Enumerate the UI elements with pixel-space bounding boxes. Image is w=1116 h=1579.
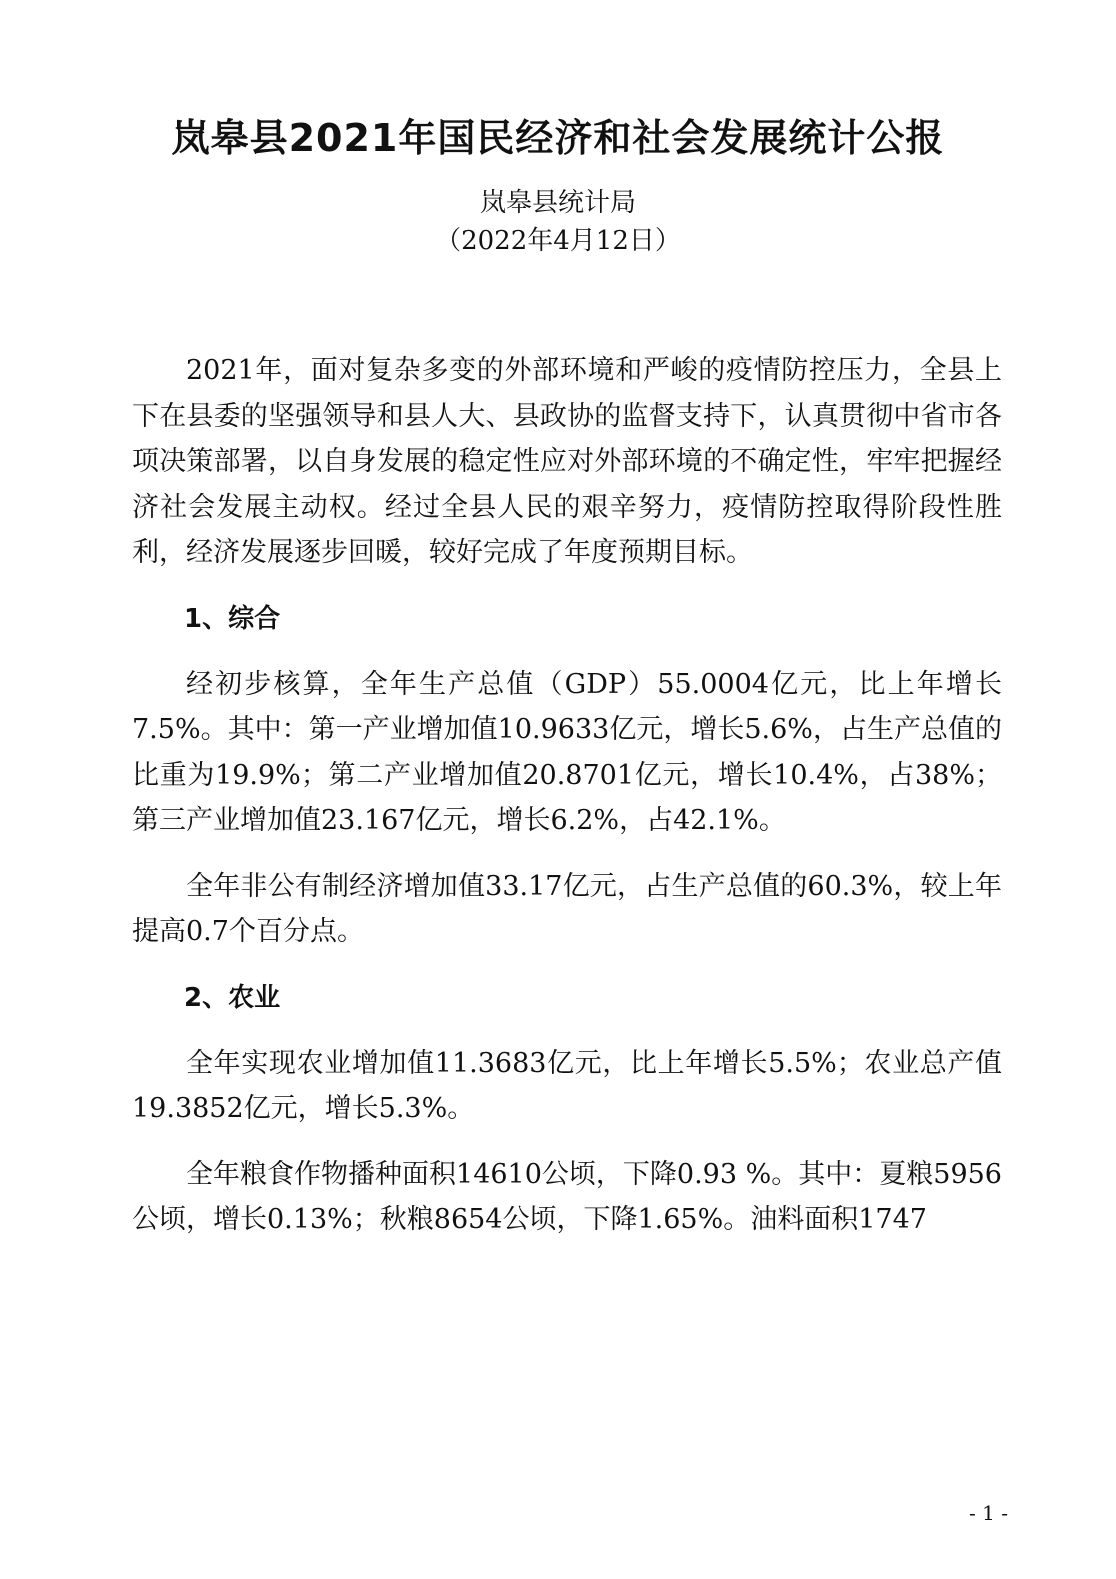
section-heading: 2、农业 <box>184 982 281 1013</box>
paragraph: 经初步核算，全年生产总值（GDP）55.0004亿元，比上年增长7.5%。其中：第一产业增加值10.9633亿元，增长5.6%，占生产总值的比重为19.9%；第二产业增加值20.8701亿元，增长10.4%，占38%；第三产业增加值23.167亿元，增长6.2%，占42.1%。 <box>132 668 1002 836</box>
document-title: 岚皋县2021年国民经济和社会发展统计公报 <box>171 116 945 160</box>
document-body <box>132 348 1002 1263</box>
section-heading: 1、综合 <box>184 603 281 634</box>
paragraph: 全年实现农业增加值11.3683亿元，比上年增长5.5%；农业总产值19.3852亿元，增长5.3%。 <box>132 1047 1002 1124</box>
paragraph: 全年非公有制经济增加值33.17亿元，占生产总值的60.3%，较上年提高0.7个百分点。 <box>132 870 1002 947</box>
section-agriculture <box>132 975 1002 1243</box>
issuing-organization: 岚皋县统计局 <box>479 188 636 218</box>
page-number: - 1 - <box>969 1501 1008 1525</box>
intro-paragraph: 2021年，面对复杂多变的外部环境和严峻的疫情防控压力，全县上下在县委的坚强领导和县人大、县政协的监督支持下，认真贯彻中省市各项决策部署，以自身发展的稳定性应对外部环境的不确定性，牢牢把握经济社会发展主动权。经过全县人民的艰辛努力，疫情防控取得阶段性胜利，经济发展逐步回暖，较好完成了年度预期目标。 <box>132 355 1002 568</box>
paragraph: 全年粮食作物播种面积14610公顷，下降0.93 %。其中：夏粮5956公顷，增长0.13%；秋粮8654公顷，下降1.65%。油料面积1747 <box>132 1158 1002 1235</box>
section-comprehensive <box>132 596 1002 955</box>
publication-date: （2022年4月12日） <box>435 226 681 256</box>
